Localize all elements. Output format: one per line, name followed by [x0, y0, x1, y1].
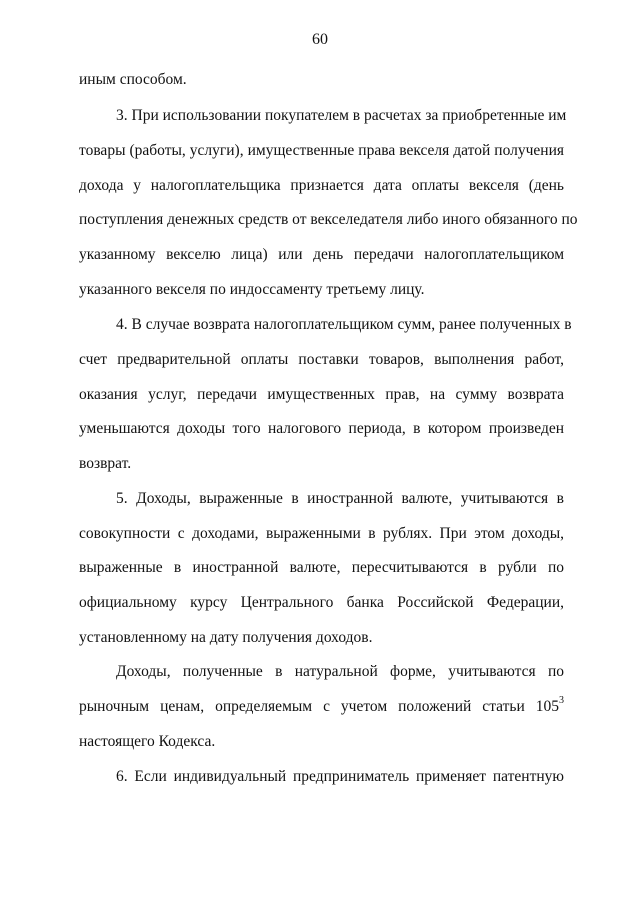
- text-line: 6. Если индивидуальный предприниматель применяет патентную: [116, 768, 564, 785]
- text-line: 3. При использовании покупателем в расчетах за приобретенные им: [116, 107, 567, 124]
- text-line: счет предварительной оплаты поставки товаров, выполнения работ,: [79, 351, 564, 368]
- text-line: 5. Доходы, выраженные в иностранной валюте, учитываются в: [116, 490, 564, 507]
- text-line: возврат.: [79, 455, 132, 472]
- superscript: 3: [559, 694, 564, 706]
- text-line: иным способом.: [79, 71, 187, 88]
- text-line: 4. В случае возврата налогоплательщиком сумм, ранее полученных в: [116, 316, 572, 333]
- text-line: Доходы, полученные в натуральной форме, учитываются по: [116, 663, 564, 680]
- text-line: указанному векселю лица) или день передачи налогоплательщиком: [79, 246, 564, 263]
- text-line: установленному на дату получения доходов.: [79, 629, 373, 646]
- text-line: выраженные в иностранной валюте, пересчитываются в рубли по: [79, 559, 564, 576]
- text-line: настоящего Кодекса.: [79, 733, 216, 750]
- text-line: совокупности с доходами, выраженными в рублях. При этом доходы,: [79, 525, 564, 542]
- page-number: 60: [312, 31, 328, 48]
- text-line: поступления денежных средств от векселедателя либо иного обязанного по: [79, 211, 578, 228]
- text-line: товары (работы, услуги), имущественные права векселя датой получения: [79, 142, 564, 159]
- text-line: официальному курсу Центрального банка Российской Федерации,: [79, 594, 564, 611]
- text-line: дохода у налогоплательщика признается дата оплаты векселя (день: [79, 177, 564, 194]
- text-line: рыночным ценам, определяемым с учетом положений статьи $105^3$: [79, 694, 564, 715]
- text-line: указанного векселя по индоссаменту третьему лицу.: [79, 281, 425, 298]
- text-line: уменьшаются доходы того налогового периода, в котором произведен: [79, 420, 564, 437]
- text-line: оказания услуг, передачи имущественных прав, на сумму возврата: [79, 386, 564, 403]
